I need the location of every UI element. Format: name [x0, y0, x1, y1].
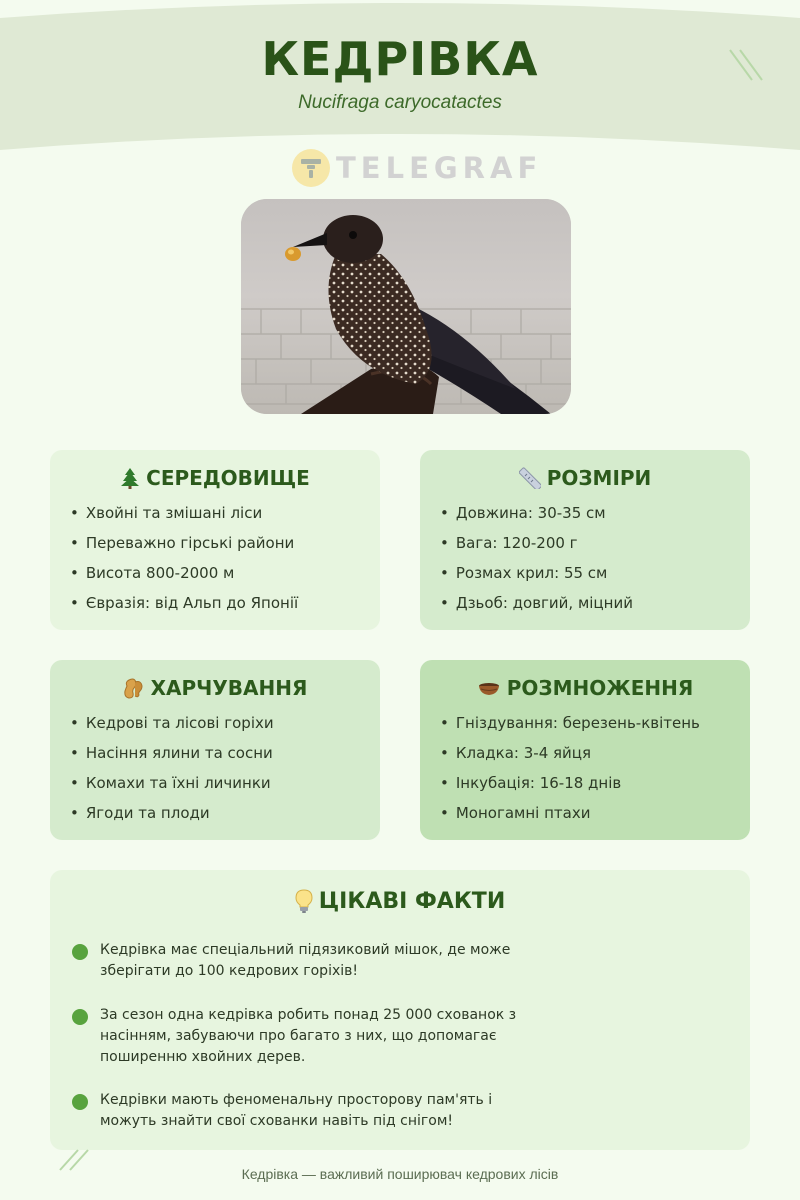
habitat-card-header [70, 464, 360, 492]
breeding-card-title: РОЗМНОЖЕННЯ [506, 676, 694, 700]
nutcracker-bird-photo [241, 199, 571, 414]
size-card-title: РОЗМІРИ [546, 466, 652, 490]
list-item: • Насіння ялини та сосни [70, 743, 360, 773]
list-item: • Висота 800-2000 м [70, 563, 360, 593]
list-item: • Кедрові та лісові горіхи [70, 713, 360, 743]
fact-text: Кедрівки мають феноменальну просторову пам'ять і можуть знайти свої схованки навіть під снігом! [100, 1092, 493, 1129]
list-item: • Ягоди та плоди [70, 803, 360, 833]
list-item: • Євразія: від Альп до Японії [70, 593, 360, 623]
nest-icon [477, 679, 501, 697]
telegraf-logo-icon [292, 149, 330, 187]
breeding-card-header [440, 674, 730, 702]
size-card [420, 450, 750, 630]
peanut-icon [123, 677, 145, 699]
bullet-dot-icon [72, 944, 88, 960]
ruler-icon [519, 467, 541, 489]
size-card-header [440, 464, 730, 492]
fact-item [72, 1005, 542, 1068]
facts-card [50, 870, 750, 1150]
list-item: • Гніздування: березень-квітень [440, 713, 730, 743]
diet-card-header [70, 674, 360, 702]
list-item: • Інкубація: 16-18 днів [440, 773, 730, 803]
habitat-list [70, 503, 360, 623]
facts-card-title: ЦІКАВІ ФАКТИ [318, 888, 506, 914]
decorative-slashes-icon [728, 48, 764, 82]
fact-item [72, 1090, 542, 1132]
diet-card-title: ХАРЧУВАННЯ [150, 676, 308, 700]
fir-tree-icon [120, 467, 140, 489]
diet-card [50, 660, 380, 840]
telegraf-logo [292, 148, 542, 188]
diet-list [70, 713, 360, 833]
bullet-dot-icon [72, 1094, 88, 1110]
bullet-dot-icon [72, 1009, 88, 1025]
fact-text: Кедрівка має спеціальний підязиковий мішок, де може зберігати до 100 кедрових горіхів! [100, 942, 511, 979]
breeding-list [440, 713, 730, 833]
list-item: • Хвойні та змішані ліси [70, 503, 360, 533]
list-item: • Дзьоб: довгий, міцний [440, 593, 730, 623]
list-item: • Переважно гірські райони [70, 533, 360, 563]
list-item: • Комахи та їхні личинки [70, 773, 360, 803]
list-item: • Розмах крил: 55 см [440, 563, 730, 593]
facts-card-header [50, 884, 750, 918]
list-item: • Кладка: 3-4 яйця [440, 743, 730, 773]
fact-text: За сезон одна кедрівка робить понад 25 000 схованок з насінням, забуваючи про багато з них, що допомагає поширенню хвойних дерев. [100, 1007, 517, 1065]
latin-name: Nucifraga caryocatactes [298, 92, 502, 113]
footer-text: Кедрівка — важливий поширювач кедрових лісів [241, 1166, 559, 1182]
logo-text: TELEGRAF [336, 151, 543, 185]
fact-item [72, 940, 542, 982]
size-list [440, 503, 730, 623]
habitat-card-title: СЕРЕДОВИЩЕ [146, 466, 310, 490]
list-item: • Вага: 120-200 г [440, 533, 730, 563]
breeding-card [420, 660, 750, 840]
list-item: • Моногамні птахи [440, 803, 730, 833]
page-title: КЕДРІВКА [261, 32, 539, 86]
habitat-card [50, 450, 380, 630]
light-bulb-icon [295, 889, 313, 913]
list-item: • Довжина: 30-35 см [440, 503, 730, 533]
